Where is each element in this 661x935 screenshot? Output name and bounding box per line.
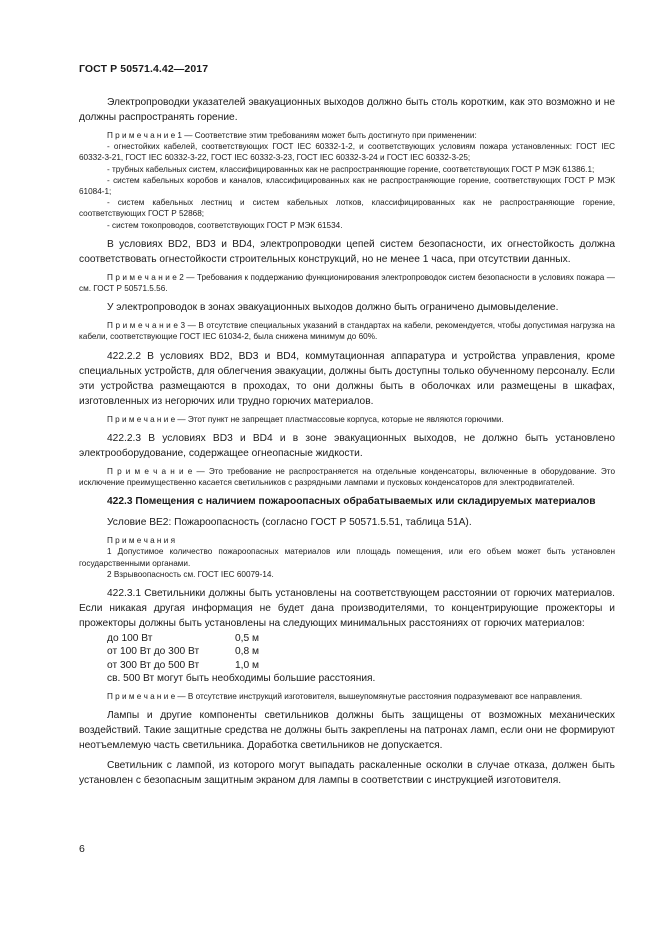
paragraph: Светильник с лампой, из которого могут выпадать раскаленные осколки в случае отказа, должен быть установлен с безопасным защитным экраном для лампы в соответствии с инструкцией изготовителя. (79, 759, 615, 786)
note-block (79, 535, 615, 580)
note-block (79, 272, 615, 294)
distance-row (107, 645, 615, 658)
note-list-item: - огнестойких кабелей, соответствующих ГОСТ IEC 60332-1-2, и соответствующих условиям пожара установленных: ГОСТ IEC 60332-3-21, ГОСТ IEC 60332-3-22, ГОСТ IEC 60332-3-23, ГОСТ IEC 60332-3-24 и ГОСТ IEC 60332-3-25; (79, 142, 615, 163)
note-block (79, 691, 615, 702)
distance-row (107, 632, 615, 645)
distance-footer: св. 500 Вт могут быть необходимы большие расстояния. (107, 673, 376, 685)
note-label: П р и м е ч а н и е (107, 272, 177, 282)
note-block (79, 466, 615, 488)
page-number: 6 (79, 843, 85, 855)
power-range: от 300 Вт до 500 Вт (107, 659, 200, 671)
note-intro: П р и м е ч а н и е 1 — Соответствие этим требованиям может быть достигнуто при применении: (107, 131, 477, 140)
paragraph: 422.2.2 В условиях BD2, BD3 и BD4, коммутационная аппаратура и устройства управления, кроме специальных устройств, для облегчения эвакуации, должны быть доступны только обученному персоналу. Если эти устройства размещаются в проходах, то они должны быть в оболочках или размещены в шкафах, изготовленных из негорючих или трудно горючих материалов. (79, 350, 615, 407)
note-list-item: - систем кабельных лестниц и систем кабельных лотков, классифицированных как не распространяющие горение, соответствующих ГОСТ Р 52868; (79, 198, 615, 219)
distance-table (107, 632, 615, 686)
note-list-item: 1 Допустимое количество пожароопасных материалов или площадь помещения, или его объем может быть установлен государственными органами. (79, 547, 615, 568)
power-range: от 100 Вт до 300 Вт (107, 646, 200, 658)
paragraph: 422.2.3 В условиях BD3 и BD4 и в зоне эвакуационных выходов, не должно быть установлено электрооборудование, содержащее огнеопасные жидкости. (79, 432, 615, 459)
note-text: П р и м е ч а н и е 3 — В отсутствие специальных указаний в стандартах на кабели, рекомендуется, чтобы допустимая нагрузка на кабели, соответствующие ГОСТ IEC 61034-2, была снижена минимум до 60%. (79, 321, 615, 342)
paragraph: Электропроводки указателей эвакуационных выходов должно быть столь коротким, как это возможно и не должны распространять горение. (79, 97, 615, 123)
note-label: П р и м е ч а н и я (107, 536, 176, 546)
note-text: П р и м е ч а н и е — Этот пункт не запрещает пластмассовые корпуса, которые не являются горючими. (107, 414, 504, 424)
note-list-item: - систем кабельных коробов и каналов, классифицированных как не распространяющие горение, соответствующих ГОСТ Р МЭК 61084-1; (79, 175, 615, 197)
note-block (79, 130, 615, 231)
note-block (79, 414, 615, 425)
note-list-item: - трубных кабельных систем, классифицированных как не распространяющие горение, соответствующих ГОСТ Р МЭК 61386.1; (107, 164, 595, 174)
note-label: П р и м е ч а н и е (107, 466, 193, 476)
distance-row (107, 659, 615, 672)
min-distance: 1,0 м (235, 659, 259, 671)
document-header: ГОСТ Р 50571.4.42—2017 (79, 63, 209, 75)
note-label: П р и м е ч а н и е (107, 691, 176, 701)
note-block (79, 320, 615, 342)
note-text: П р и м е ч а н и е — Это требование не распространяется на отдельные конденсаторы, включенные в оборудование. Это исключение преимущественно касается светильников с разрядными лампами и пусковых конденсаторов для электродвигателей. (79, 466, 615, 488)
note-list-item: 2 Взрывоопасность см. ГОСТ IEC 60079-14. (107, 569, 274, 579)
note-label: П р и м е ч а н и е (107, 321, 178, 331)
min-distance: 0,5 м (235, 633, 259, 645)
paragraph: Условие ВЕ2: Пожароопасность (согласно ГОСТ Р 50571.5.51, таблица 51А). (107, 517, 472, 529)
note-text: П р и м е ч а н и е 2 — Требования к поддержанию функционирования электропроводок систем безопасности в условиях пожара — см. ГОСТ Р 50571.5.56. (79, 272, 615, 294)
note-label: П р и м е ч а н и е (107, 131, 176, 140)
min-distance: 0,8 м (235, 646, 259, 658)
section-heading: 422.3 Помещения с наличием пожароопасных обрабатываемых или складируемых материалов (107, 496, 596, 508)
document-body (79, 95, 615, 793)
paragraph: У электропроводок в зонах эвакуационных выходов должно быть ограничено дымовыделение. (107, 302, 559, 314)
note-label: П р и м е ч а н и е (107, 414, 176, 424)
paragraph: Лампы и другие компоненты светильников должны быть защищены от возможных механических воздействий. Такие защитные средства не должны быть закреплены на патронах ламп, если они не формируют неотъемлемую часть светильника. Доработка светильников не допускается. (79, 709, 615, 751)
power-range: до 100 Вт (107, 633, 153, 645)
paragraph: 422.3.1 Светильники должны быть установлены на соответствующем расстоянии от горючих материалов. Если никакая другая информация не будет дана производителями, то концентрирующие прожекторы и прожекторы должны быть установлены на следующих минимальных расстояниях от горючих материалов: (79, 588, 615, 630)
note-text: П р и м е ч а н и е — В отсутствие инструкций изготовителя, вышеупомянутые расстояния подразумевают все направления. (107, 691, 583, 701)
paragraph: В условиях BD2, BD3 и BD4, электропроводки цепей систем безопасности, их огнестойкость должна соответствовать огнестойкости строительных конструкций, но не менее 1 часа, при отсутствии данных. (79, 238, 615, 265)
note-list-item: - систем токопроводов, соответствующих ГОСТ Р МЭК 61534. (107, 220, 343, 230)
